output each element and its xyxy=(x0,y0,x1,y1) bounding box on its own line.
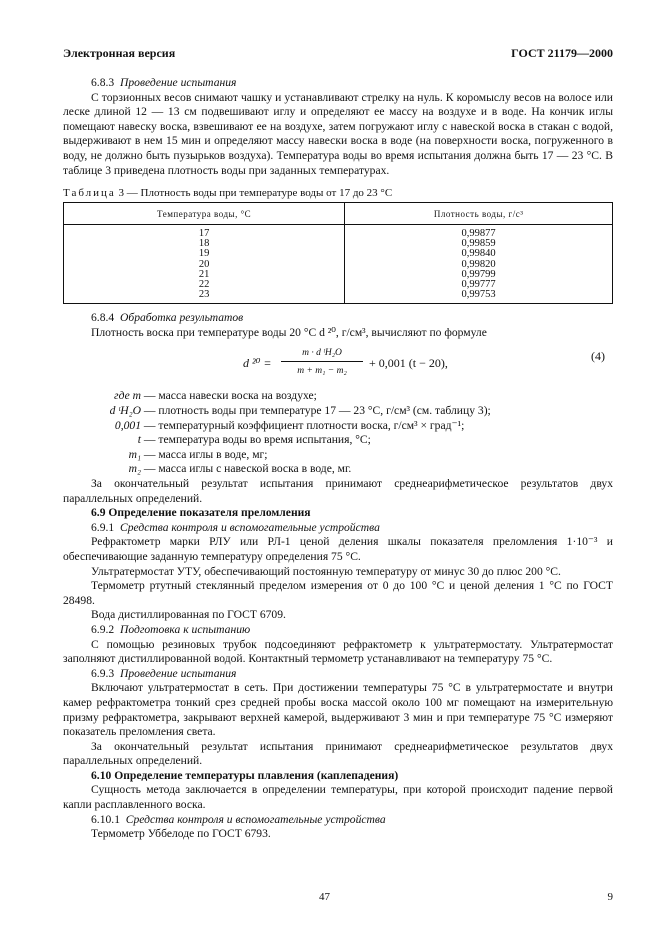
table-cell-density: 0,99859 xyxy=(461,238,496,250)
section-6-10-1-heading: 6.10.1 Средства контроля и вспомогательные устройства xyxy=(91,812,386,826)
formula-fraction xyxy=(281,346,363,379)
table-cell-density: 0,99820 xyxy=(461,258,496,270)
legend-line xyxy=(63,462,613,477)
legend-line xyxy=(63,404,613,419)
distilled-water-text: Вода дистиллированная по ГОСТ 6709. xyxy=(91,608,286,622)
section-6-8-4-heading: 6.8.4 Обработка результатов xyxy=(91,311,244,325)
formula-number: (4) xyxy=(591,349,605,364)
section-6-9-3-result: За окончательный результат испытания принимают среднеарифметическое результатов двух параллельных определений. xyxy=(63,739,613,768)
legend-line xyxy=(63,433,613,448)
section-6-8-3-text: С торзионных весов снимают чашку и устанавливают стрелку на нуль. К коромыслу весов на волосе или леске длиной 12 — 13 см подвешивают иглу и определяют ее массу на воздухе и в воде. На кончик иглы помещают навеску воска, взвешивают ее на воздухе, затем погружают иглу с навеской воска в стакан с водой, выдерживают в нем 15 мин и определяют массу навески воска в воде (на поверхности воска, погруженного в воду, не должно быть пузырьков воздуха). Температура воды во время испытания должна быть 17 — 23 °С. В таблице 3 приведена плотность воды при заданных температурах. xyxy=(63,90,613,177)
table-cell-density: 0,99840 xyxy=(461,248,496,260)
section-6-8-3-heading: 6.8.3 Проведение испытания xyxy=(91,76,237,89)
table-cell-temperature: 17 xyxy=(198,227,210,239)
legend-symbol: m₂ xyxy=(128,462,141,476)
legend-description: — масса навески воска на воздухе; xyxy=(143,389,317,403)
table-column-density xyxy=(345,224,613,303)
table-cell-density: 0,99799 xyxy=(461,268,496,280)
legend-symbol: t xyxy=(137,433,141,447)
section-6-9-3-text: Включают ультратермостат в сеть. При достижении температуры 75 °С в ультратермостате и внутри камер рефрактометра тонкий срез средней пробы воска массой около 100 мг помещают на измерительную призму рефрактометра, закрывают верхней камерой, выдерживают 3 мин и при температуре 75 °С измеряют показатель преломления света. xyxy=(63,681,613,739)
section-6-9-2-text: С помощью резиновых трубок подсоединяют рефрактометр к ультратермостату. Ультратермостат заполняют дистиллированной водой. Контактный термометр устанавливают на температуру 75 °С. xyxy=(63,637,613,666)
legend-description: — температура воды во время испытания, °С; xyxy=(143,433,371,447)
table-cell-temperature: 21 xyxy=(198,268,210,280)
legend-description: — масса иглы в воде, мг; xyxy=(143,447,268,461)
legend-description: — температурный коэффициент плотности воска, г/см³ × град⁻¹; xyxy=(143,418,465,432)
legend-line xyxy=(63,419,613,434)
table-cell-density: 0,99877 xyxy=(461,227,496,239)
table-cell-density: 0,99777 xyxy=(461,278,496,290)
formula-numerator: m · d ᵗH₂O xyxy=(281,346,363,362)
formula-intro: Плотность воска при температуре воды 20 °С d ²⁰, г/см³, вычисляют по формуле xyxy=(91,325,487,339)
ultrathermostat-text: Ультратермостат УТУ, обеспечивающий постоянную температуру от минус 30 до плюс 200 °С. xyxy=(91,564,561,578)
formula-denominator: m + m₁ − m₂ xyxy=(297,366,347,377)
legend-symbol: 0,001 xyxy=(114,418,141,432)
section-6-10-text: Сущность метода заключается в определении температуры, при которой происходит падение первой капли расплавленного воска. xyxy=(63,783,613,812)
legend-symbol: где m xyxy=(114,389,141,403)
table-cell-temperature: 20 xyxy=(198,258,210,270)
legend-symbol: d ᵗH₂O xyxy=(109,404,141,418)
formula-lhs: d ²⁰ = xyxy=(243,356,272,371)
section-6-9-1-heading: 6.9.1 Средства контроля и вспомогательные устройства xyxy=(91,520,380,534)
section-6-9-2-heading: 6.9.2 Подготовка к испытанию xyxy=(91,622,251,636)
legend-description: — масса иглы с навеской воска в воде, мг. xyxy=(143,462,352,476)
section-6-10-heading: 6.10 Определение температуры плавления (каплепадения) xyxy=(91,768,399,782)
water-density-table xyxy=(63,202,613,305)
section-6-8-4-result: За окончательный результат испытания принимают среднеарифметическое результатов двух параллельных определений. xyxy=(63,477,613,505)
density-formula xyxy=(63,346,613,382)
table-cell-temperature: 19 xyxy=(198,248,210,260)
page-number-center: 47 xyxy=(319,891,330,903)
refractometer-text: Рефрактометр марки РЛУ или РЛ-1 ценой деления шкалы показателя преломления 1·10⁻³ и обеспечивающие заданную температуру определения 75 °С. xyxy=(63,535,613,563)
document-body xyxy=(63,76,613,842)
table-header-density: Плотность воды, г/с³ xyxy=(345,202,613,224)
table-cell-density: 0,99753 xyxy=(461,289,496,301)
legend-line xyxy=(63,448,613,463)
formula-rhs: + 0,001 (t − 20), xyxy=(369,356,448,371)
section-6-9-3-heading: 6.9.3 Проведение испытания xyxy=(91,666,237,680)
legend-description: — плотность воды при температуре 17 — 23 °С, г/см³ (см. таблицу 3); xyxy=(143,404,491,418)
section-6-9-heading: 6.9 Определение показателя преломления xyxy=(91,506,311,520)
table-column-temperature xyxy=(64,224,345,303)
table-cell-temperature: 23 xyxy=(198,289,210,301)
table-header-temperature: Температура воды, °С xyxy=(64,202,345,224)
legend-symbol: m₁ xyxy=(128,447,141,461)
header-standard-number: ГОСТ 21179—2000 xyxy=(511,46,613,60)
header-edition: Электронная версия xyxy=(63,46,176,60)
thermometer-text: Термометр ртутный стеклянный пределом измерения от 0 до 100 °С и ценой деления 1 °С по ГОСТ 28498. xyxy=(63,579,613,607)
table-cell-temperature: 18 xyxy=(198,238,210,250)
table-caption: Таблица 3 — Плотность воды при температуре воды от 17 до 23 °С xyxy=(63,187,393,200)
table-cell-temperature: 22 xyxy=(198,278,210,290)
section-6-10-1-text: Термометр Уббелодe по ГОСТ 6793. xyxy=(91,827,271,841)
formula-legend xyxy=(63,389,613,477)
legend-line xyxy=(63,389,613,404)
page-number-right: 9 xyxy=(607,891,613,903)
